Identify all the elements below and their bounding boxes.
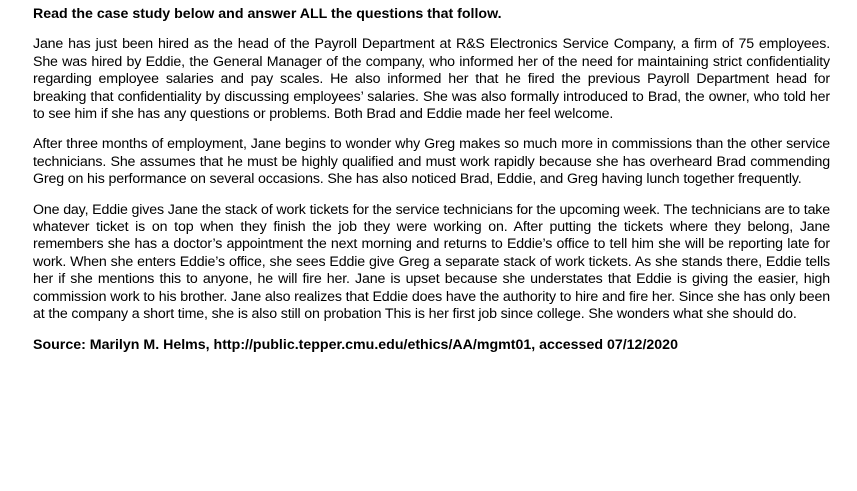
source-citation: Source: Marilyn M. Helms, http://public.tepper.cmu.edu/ethics/AA/mgmt01, accessed 07/12/2020: [33, 336, 678, 353]
document: [33, 6, 830, 354]
case-paragraph-3: One day, Eddie gives Jane the stack of work tickets for the service technicians for the upcoming week. The technicians are to take whatever ticket is on top when they finish the job they were working on. After putting the tickets where they belong, Jane remembers she has a doctor’s appointment the next morning and returns to Eddie’s office to tell him she will be reporting late for work. When she enters Eddie’s office, she sees Eddie give Greg a separate stack of work tickets. As she stands there, Eddie tells her if she mentions this to anyone, he will fire her. Jane is upset because she understates that Eddie is giving the easier, high commission work to his brother. Jane also realizes that Eddie does have the authority to hire and fire her. Since she has only been at the company a short time, she is also still on probation This is her first job since college. She wonders what she should do.: [33, 201, 830, 323]
case-paragraph-2: After three months of employment, Jane begins to wonder why Greg makes so much more in commissions than the other service technicians. She assumes that he must be highly qualified and must work rapidly because she has overheard Brad commending Greg on his performance on several occasions. She has also noticed Brad, Eddie, and Greg having lunch together frequently.: [33, 136, 830, 188]
case-paragraph-1: Jane has just been hired as the head of the Payroll Department at R&S Electronics Service Company, a firm of 75 employees. She was hired by Eddie, the General Manager of the company, who informed her of the need for maintaining strict confidentiality regarding employee salaries and pay scales. He also informed her that he fired the previous Payroll Department head for breaking that confidentiality by discussing employees’ salaries. She was also formally introduced to Brad, the owner, who told her to see him if she has any questions or problems. Both Brad and Eddie made her feel welcome.: [33, 36, 830, 123]
instruction-heading: Read the case study below and answer ALL the questions that follow.: [33, 6, 502, 22]
